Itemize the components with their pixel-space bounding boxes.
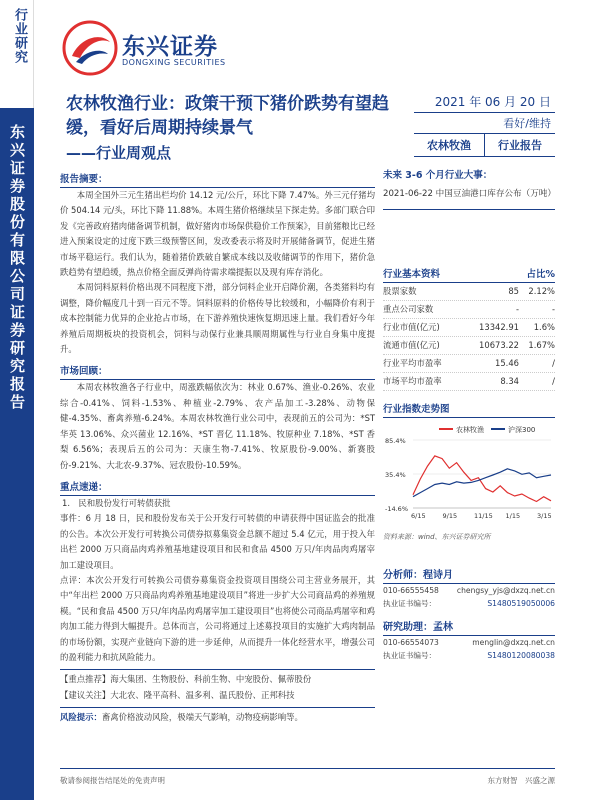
risk-text: 畜禽价格波动风险，极端天气影响，动物疫病影响等。 <box>101 712 303 723</box>
logo-mark-icon <box>62 20 118 76</box>
analyst-1-cert: S1480519050006 <box>487 599 555 608</box>
trend-chart <box>383 422 555 530</box>
stock-picks <box>60 669 375 703</box>
summary-paragraph: 本周饲料原料价格出现不同程度下滑，部分饲料企业开启降价潮，各类猪料均有调整，降价幅度几十到一百元不等。饲料原料的价格传导比较缓和，小幅降价有利于成本控制能力优异的企业抢占市场，在下游养殖快速恢复期迅速上量。我们看好今年养殖后周期板块的投资机会，饲料与动保行业兼具顺周期属性与行业自身集中度提升。 <box>60 282 375 355</box>
stock-watch-names: 大北农、隆平高科、温多利、温氏股份、正邦科技 <box>110 689 295 700</box>
analyst-block <box>383 564 555 662</box>
risk-label: 风险提示： <box>60 712 102 723</box>
sidebar-company-label: 东兴证券股份有限公司证券研究报告 <box>8 124 26 412</box>
footer-disclaimer: 敬请参阅报告结尾处的免责声明 <box>60 776 165 785</box>
analyst-1-cert-label: 执业证书编号： <box>383 599 437 608</box>
right-column <box>383 165 555 662</box>
stock-pick-label: 【重点推荐】 <box>60 674 111 685</box>
basic-data-value: 15.46 <box>495 358 519 368</box>
page-footer <box>60 768 555 786</box>
analyst-2-cert: S1480120080038 <box>487 651 555 660</box>
stock-pick-names: 海大集团、生物股份、科前生物、中宠股份、佩蒂股份 <box>110 674 312 685</box>
basic-data-col: 占比% <box>526 269 555 280</box>
focus-heading: 重点速递： <box>60 477 375 496</box>
basic-data-heading: 行业基本资料 <box>383 269 441 280</box>
y-tick-label: 35.4% <box>385 471 406 479</box>
sidebar-band <box>0 108 34 800</box>
events-heading: 未来 3-6 个月行业大事： <box>383 170 493 181</box>
logo-en-text: DONGXING SECURITIES <box>122 58 226 67</box>
basic-data-value: - <box>515 304 519 314</box>
basic-data-row <box>383 301 555 319</box>
chart-source: 资料来源：wind、东兴证券研究所 <box>383 533 491 541</box>
sidebar <box>0 0 34 800</box>
stock-pick-row <box>60 672 375 687</box>
basic-data-row <box>383 373 555 391</box>
x-tick-label: 6/15 <box>411 512 426 520</box>
report-title: 农林牧渔行业：政策干预下猪价跌势有望趋缓，看好后周期持续景气 <box>66 94 389 138</box>
company-logo <box>62 20 242 76</box>
analyst-1-cert-row <box>383 597 555 610</box>
focus-event-paragraph: 事件：6 月 18 日，民和股份发布关于公开发行可转债的申请获得中国证监会的批准的公告。本次公开发行可转换公司债券拟募集资金总额不超过 5.4 亿元，用于投入年出栏 2000 万只商品肉鸡养殖基地建设项目和民和食品 4500 万只/年肉品肉鸡屠宰加工建设项目。 <box>60 513 375 570</box>
analyst-2-heading: 研究助理：孟林 <box>383 616 555 636</box>
basic-data-label: 流通市值(亿元) <box>383 340 440 350</box>
report-subtitle: ——行业周观点 <box>66 144 172 162</box>
legend-label-1: 沪深300 <box>508 426 536 434</box>
basic-data-value: 10673.22 <box>479 340 519 350</box>
market-heading: 市场回顾： <box>60 361 375 380</box>
analyst-2-phone: 010-66554073 <box>383 638 439 647</box>
report-tags <box>414 134 555 157</box>
analyst-2-email[interactable]: menglin@dxzq.net.cn <box>472 638 555 647</box>
sidebar-top-label: 行业研究 <box>12 8 27 64</box>
analyst-2-cert-row <box>383 649 555 662</box>
basic-data-value: 85 <box>508 286 519 296</box>
main-content <box>60 165 375 726</box>
basic-data-pct: 2.12% <box>528 286 555 296</box>
focus-comment-paragraph: 点评：本次公开发行可转换公司债券募集资金投资项目围绕公司主营业务展开，其中“年出栏 2000 万只商品肉鸡养殖基地建设项目”将进一步扩大公司商品鸡的养殖规模。“民和食品 4500 万只/年肉品肉鸡屠宰加工建设项目”也将使公司商品鸡屠宰和鸡肉加工能力得到大幅提升。总体而言，公司将通过上述募投项目的实施扩大鸡肉制品的市场份额，实现产业链向下游的进一步延伸，从而提升一体化经营水平，增强公司的盈利能力和抗风险能力。 <box>60 574 375 662</box>
y-tick-label: -14.6% <box>385 505 408 513</box>
sidebar-top <box>0 0 34 108</box>
analyst-1-heading: 分析师：程诗月 <box>383 564 555 584</box>
y-tick-label: 85.4% <box>385 437 406 445</box>
basic-data-pct: 1.6% <box>533 322 555 332</box>
risk-row <box>60 707 375 725</box>
basic-data-row <box>383 355 555 373</box>
trend-chart-svg <box>383 422 555 530</box>
tag-industry: 农林牧渔 <box>427 139 471 152</box>
report-meta-box <box>414 91 555 157</box>
analyst-2-contact <box>383 636 555 649</box>
analyst-1-email[interactable]: chengsy_yjs@dxzq.net.cn <box>456 586 555 595</box>
basic-data-pct: 1.67% <box>528 340 555 350</box>
analyst-1-contact <box>383 584 555 597</box>
tag-report-type: 行业报告 <box>484 134 555 156</box>
basic-data-table <box>383 264 555 391</box>
basic-data-row <box>383 283 555 301</box>
basic-data-label: 重点公司家数 <box>383 304 434 314</box>
basic-data-label: 行业市值(亿元) <box>383 322 440 332</box>
summary-heading: 报告摘要： <box>60 169 375 188</box>
x-tick-label: 11/15 <box>474 512 493 520</box>
focus-item-title: 1. 民和股份发行可转债获批 <box>62 497 171 508</box>
summary-paragraph: 本周全国外三元生猪出栏均价 14.12 元/公斤，环比下降 7.47%。外三元仔猪均价 504.14 元/头，环比下降 11.88%。本周生猪价格继续呈下探走势。多部门联合印发《完善政府猪肉储备调节机制，做好猪肉市场保供稳价工作预案》，目前猪粮比已经进入预案设定的过度下跌三级预警区间，发改委表示将及时开展储备调节，促进生猪市场平稳运行。我们认为，随着猪价跌破自繁成本线以及收储调节的作用下，猪价急跌趋势有望趋缓，热点价格全面反弹尚待需求端提振以及现有库存消化。 <box>60 190 375 278</box>
basic-data-pct: / <box>552 376 555 386</box>
basic-data-label: 市场平均市盈率 <box>383 376 442 386</box>
basic-data-row <box>383 319 555 337</box>
legend-label-0: 农林牧渔 <box>456 426 484 434</box>
basic-data-header <box>383 264 555 283</box>
stock-watch-label: 【建议关注】 <box>60 689 111 700</box>
basic-data-row <box>383 337 555 355</box>
basic-data-value: 13342.91 <box>479 322 519 332</box>
basic-data-pct: - <box>551 304 555 314</box>
x-tick-label: 9/15 <box>442 512 458 520</box>
basic-data-label: 行业平均市盈率 <box>383 358 442 368</box>
report-date: 2021 年 06 月 20 日 <box>414 91 555 113</box>
x-tick-label: 3/15 <box>537 512 552 520</box>
x-tick-label: 1/15 <box>505 512 521 520</box>
analyst-1-phone: 010-66555458 <box>383 586 439 595</box>
logo-cn-text: 东兴证券 <box>122 34 218 60</box>
events-text: 2021-06-22 中国豆油港口库存公布（万吨） <box>383 183 555 210</box>
stock-watch-row <box>60 688 375 703</box>
report-rating: 看好/维持 <box>414 113 555 134</box>
basic-data-pct: / <box>552 358 555 368</box>
analyst-2-cert-label: 执业证书编号： <box>383 651 437 660</box>
market-paragraph: 本周农林牧渔各子行业中，周涨跌幅依次为：林业 0.67%、渔业-0.26%、农业综合-0.41%、饲料-1.53%、种植业-2.79%、农产品加工-3.28%、动物保健-4.35%、畜禽养殖-6.24%。本周农林牧渔行业公司中，表现前五的公司为：*ST 华英 13.06%、众兴菌业 12.16%、*ST 晋亿 11.18%、牧原种业 7.18%、*ST 香梨 6.56%；表现后五的公司为：天康生物-7.41%、牧原股份-9.00%、新赛股份-9.21%、大北农-9.37%、冠农股份-10.59%。 <box>60 382 375 470</box>
trend-heading: 行业指数走势图 <box>383 399 555 418</box>
footer-slogan: 东方财智 兴盛之源 <box>487 776 555 785</box>
basic-data-label: 股票家数 <box>383 286 417 296</box>
basic-data-value: 8.34 <box>500 376 519 386</box>
